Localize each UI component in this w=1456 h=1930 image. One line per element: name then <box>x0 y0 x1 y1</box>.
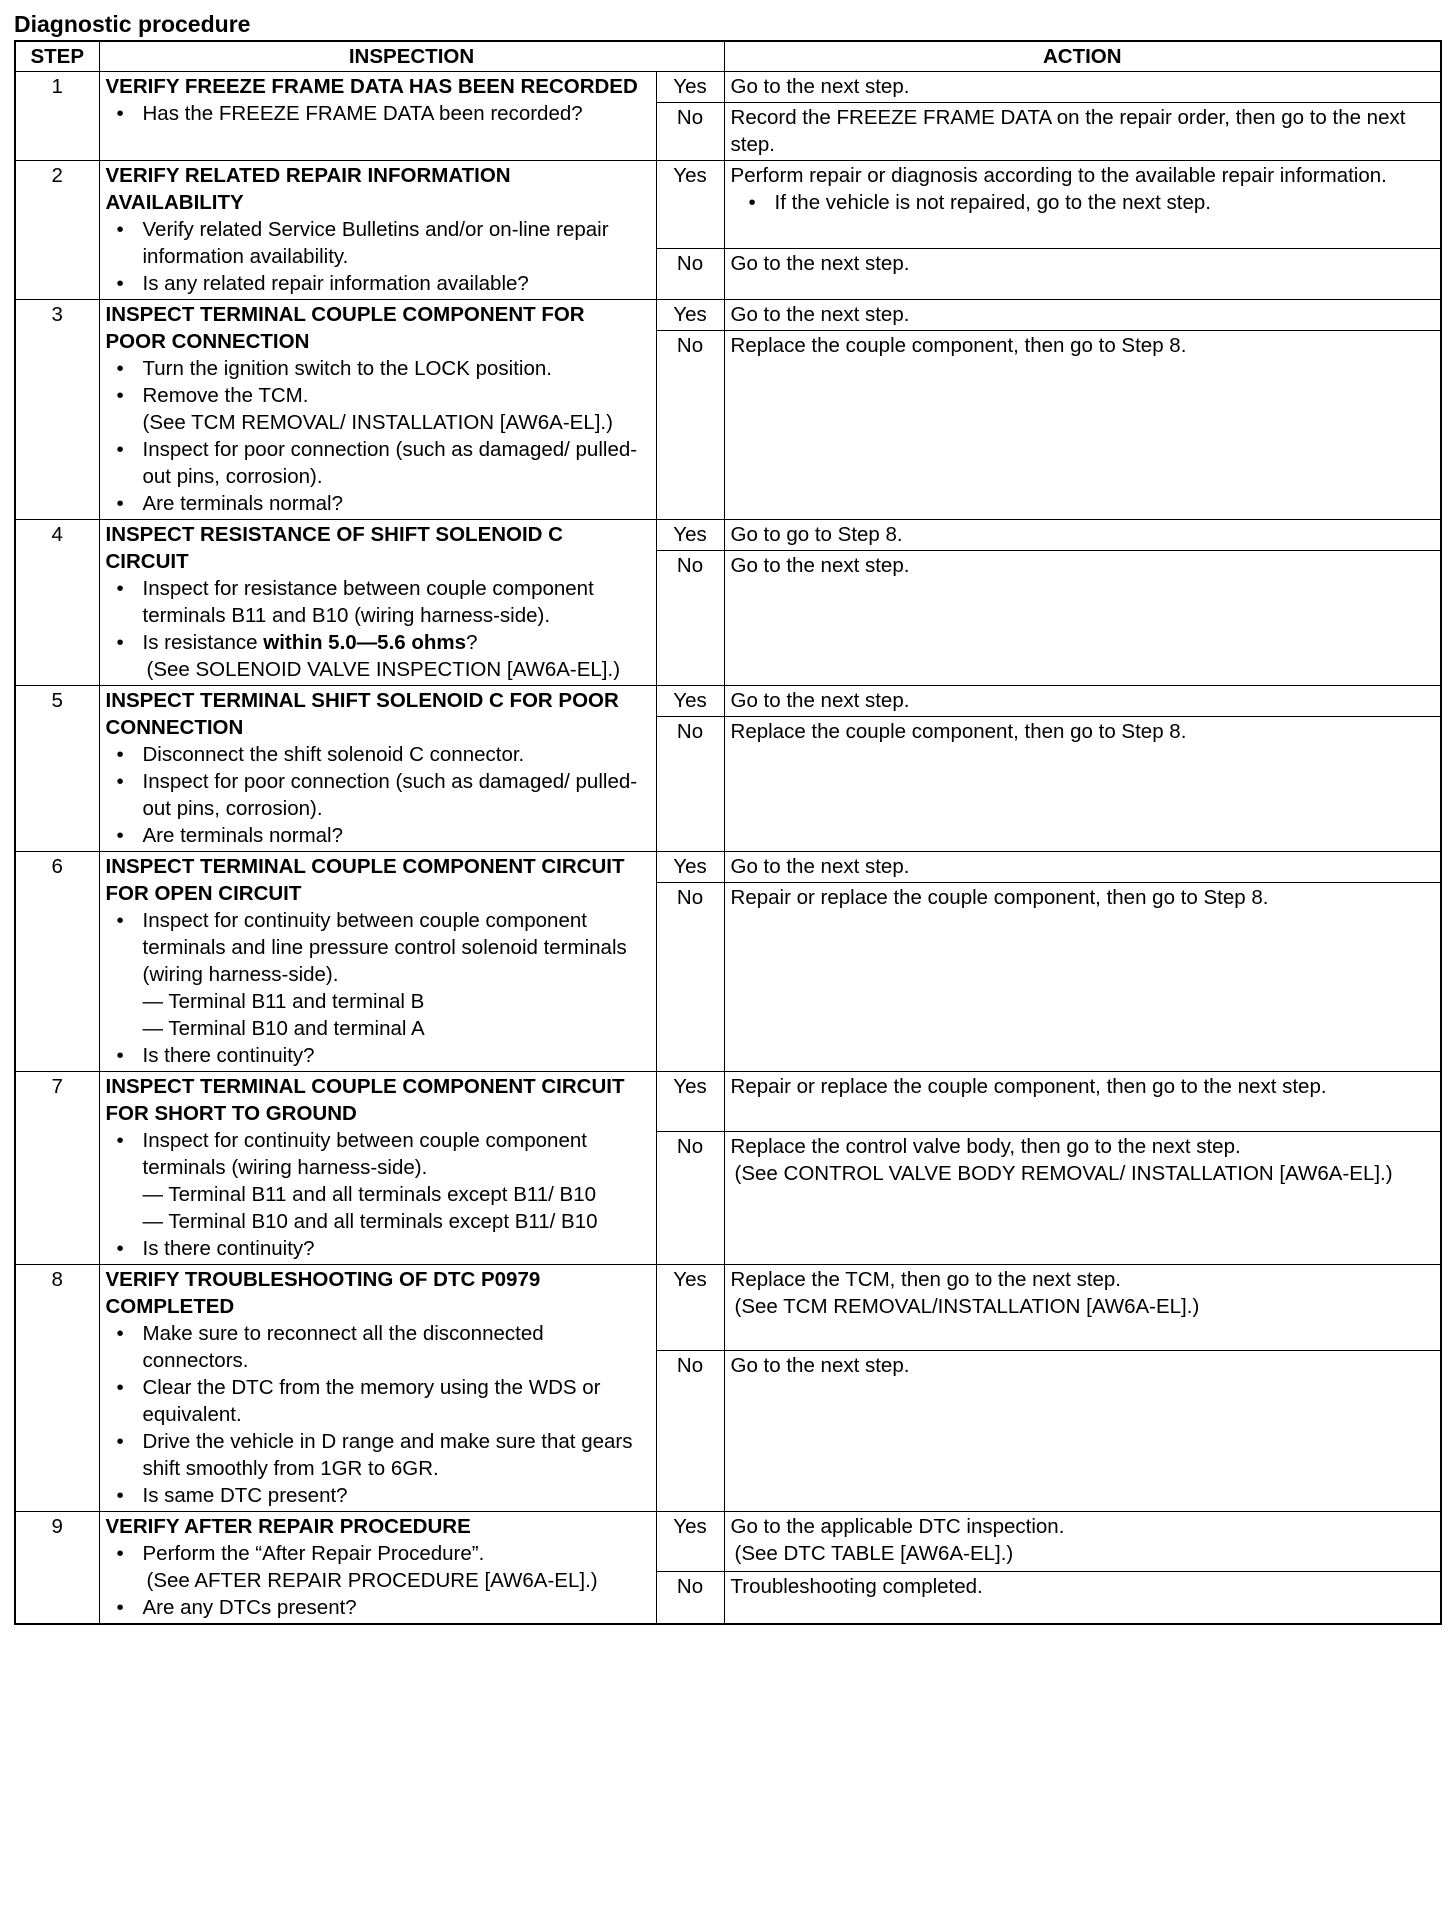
reference-link[interactable]: (See TCM REMOVAL/ INSTALLATION [AW6A-EL].) <box>142 411 613 434</box>
step-number: 9 <box>15 1512 99 1625</box>
step-number: 5 <box>15 686 99 852</box>
list-item: • Is there continuity? <box>143 1042 650 1069</box>
step-number: 6 <box>15 852 99 1072</box>
inspection-title: INSPECT RESISTANCE OF SHIFT SOLENOID C CIRCUIT <box>105 523 563 573</box>
inspection-title: VERIFY RELATED REPAIR INFORMATION AVAILABILITY <box>105 164 511 214</box>
list-item <box>143 907 650 1042</box>
step-7-yes-row <box>15 1072 1441 1132</box>
yes-action: Perform repair or diagnosis according to the available repair information. <box>730 164 1387 187</box>
step-number: 7 <box>15 1072 99 1265</box>
list-item <box>143 382 650 436</box>
list-item-text: • Inspect for continuity between couple component terminals (wiring harness-side). <box>142 1129 587 1179</box>
yes-label: Yes <box>656 1512 724 1572</box>
no-label: No <box>656 1572 724 1625</box>
list-item <box>143 1540 650 1594</box>
list-item: • Is same DTC present? <box>143 1482 650 1509</box>
list-item: • Is there continuity? <box>143 1235 650 1262</box>
sub-item: — Terminal B11 and terminal B <box>142 990 425 1013</box>
no-action: Go to the next step. <box>724 249 1441 300</box>
yes-label: Yes <box>656 161 724 249</box>
step-3-yes-row <box>15 300 1441 331</box>
inspection-list <box>106 907 650 1069</box>
list-item: • Clear the DTC from the memory using the WDS or equivalent. <box>143 1374 650 1428</box>
list-item: • Has the FREEZE FRAME DATA been recorded? <box>143 100 650 127</box>
yes-label: Yes <box>656 1072 724 1132</box>
list-item: • Are any DTCs present? <box>143 1594 650 1621</box>
no-action: Go to the next step. <box>724 1351 1441 1512</box>
spec-value: within 5.0—5.6 ohms <box>263 631 467 654</box>
list-item-text: • Remove the TCM. <box>142 384 309 407</box>
list-item: • Verify related Service Bulletins and/or on-line repair information availability. <box>143 216 650 270</box>
inspection-cell <box>99 852 656 1072</box>
inspection-cell <box>99 686 656 852</box>
inspection-list <box>106 355 650 517</box>
yes-label: Yes <box>656 520 724 551</box>
diagnostic-procedure-table <box>14 40 1442 1625</box>
reference-link[interactable]: (See SOLENOID VALVE INSPECTION [AW6A-EL].) <box>146 658 621 681</box>
yes-label: Yes <box>656 300 724 331</box>
no-action: Record the FREEZE FRAME DATA on the repair order, then go to the next step. <box>724 103 1441 161</box>
yes-action: Go to the next step. <box>724 72 1441 103</box>
list-item: • Are terminals normal? <box>143 490 650 517</box>
step-8-yes-row <box>15 1265 1441 1351</box>
yes-action-cell <box>724 1512 1441 1572</box>
list-item: • Is any related repair information available? <box>143 270 650 297</box>
inspection-list <box>106 741 650 849</box>
step-number: 3 <box>15 300 99 520</box>
no-action: Replace the control valve body, then go to the next step. <box>730 1135 1241 1158</box>
yes-action: Repair or replace the couple component, then go to the next step. <box>724 1072 1441 1132</box>
step-6-yes-row <box>15 852 1441 883</box>
no-action: Replace the couple component, then go to Step 8. <box>724 717 1441 852</box>
yes-action: Go to the next step. <box>724 300 1441 331</box>
reference-link[interactable]: (See DTC TABLE [AW6A-EL].) <box>734 1542 1014 1565</box>
no-action-cell <box>724 1132 1441 1265</box>
page-title: Diagnostic procedure <box>14 11 251 37</box>
no-label: No <box>656 249 724 300</box>
no-label: No <box>656 551 724 686</box>
inspection-cell <box>99 300 656 520</box>
inspection-cell <box>99 520 656 686</box>
no-label: No <box>656 883 724 1072</box>
inspection-title: VERIFY TROUBLESHOOTING OF DTC P0979 COMPLETED <box>105 1268 541 1318</box>
sub-item: — Terminal B10 and all terminals except B11/ B10 <box>142 1210 598 1233</box>
step-1-yes-row <box>15 72 1441 103</box>
inspection-title: INSPECT TERMINAL COUPLE COMPONENT CIRCUIT FOR SHORT TO GROUND <box>105 1075 625 1125</box>
inspection-cell <box>99 161 656 300</box>
sub-item: — Terminal B10 and terminal A <box>142 1017 425 1040</box>
list-item <box>143 1127 650 1235</box>
list-item: • Turn the ignition switch to the LOCK position. <box>143 355 650 382</box>
list-item: • Make sure to reconnect all the disconnected connectors. <box>143 1320 650 1374</box>
step-9-yes-row <box>15 1512 1441 1572</box>
text-span: ? <box>466 631 478 654</box>
yes-action: Go to the next step. <box>724 686 1441 717</box>
list-item <box>143 629 650 683</box>
list-item: • Disconnect the shift solenoid C connector. <box>143 741 650 768</box>
inspection-list <box>106 1540 650 1621</box>
inspection-list <box>106 575 650 683</box>
step-4-yes-row <box>15 520 1441 551</box>
list-item: • Inspect for resistance between couple component terminals B11 and B10 (wiring harness-side). <box>143 575 650 629</box>
no-label: No <box>656 331 724 520</box>
yes-action: Replace the TCM, then go to the next step. <box>730 1268 1122 1291</box>
yes-action: Go to go to Step 8. <box>724 520 1441 551</box>
no-action: Go to the next step. <box>724 551 1441 686</box>
yes-action-cell <box>724 1265 1441 1351</box>
yes-label: Yes <box>656 1265 724 1351</box>
no-label: No <box>656 717 724 852</box>
text-span: Is resistance <box>142 631 264 654</box>
step-number: 1 <box>15 72 99 161</box>
yes-action: Go to the applicable DTC inspection. <box>730 1515 1065 1538</box>
inspection-title: INSPECT TERMINAL COUPLE COMPONENT FOR POOR CONNECTION <box>105 303 585 353</box>
no-label: No <box>656 103 724 161</box>
list-item: • Inspect for poor connection (such as damaged/ pulled-out pins, corrosion). <box>143 436 650 490</box>
inspection-title: INSPECT TERMINAL SHIFT SOLENOID C FOR POOR CONNECTION <box>105 689 619 739</box>
reference-link[interactable]: (See AFTER REPAIR PROCEDURE [AW6A-EL].) <box>146 1569 598 1592</box>
yes-action: Go to the next step. <box>724 852 1441 883</box>
no-action: Troubleshooting completed. <box>724 1572 1441 1625</box>
inspection-list <box>106 1320 650 1509</box>
document-page <box>14 8 1440 1625</box>
inspection-title: VERIFY AFTER REPAIR PROCEDURE <box>105 1515 471 1538</box>
table-header-row <box>15 41 1441 72</box>
sub-item: — Terminal B11 and all terminals except B11/ B10 <box>142 1183 597 1206</box>
step-number: 4 <box>15 520 99 686</box>
step-number: 8 <box>15 1265 99 1512</box>
inspection-list <box>106 100 650 127</box>
no-label: No <box>656 1351 724 1512</box>
inspection-cell <box>99 1265 656 1512</box>
step-number: 2 <box>15 161 99 300</box>
no-action: Replace the couple component, then go to Step 8. <box>724 331 1441 520</box>
list-item-text <box>143 629 650 656</box>
step-5-yes-row <box>15 686 1441 717</box>
yes-label: Yes <box>656 686 724 717</box>
yes-action-list <box>731 189 1435 216</box>
inspection-title: INSPECT TERMINAL COUPLE COMPONENT CIRCUIT FOR OPEN CIRCUIT <box>105 855 625 905</box>
list-item-text: • Inspect for continuity between couple component terminals and line pressure control solenoid terminals (wiring harness-side). <box>142 909 627 986</box>
yes-label: Yes <box>656 72 724 103</box>
header-action: ACTION <box>724 41 1441 72</box>
header-inspection: INSPECTION <box>99 41 724 72</box>
inspection-list <box>106 216 650 297</box>
list-item: • Inspect for poor connection (such as damaged/ pulled-out pins, corrosion). <box>143 768 650 822</box>
inspection-cell <box>99 1512 656 1625</box>
no-action: Repair or replace the couple component, then go to Step 8. <box>724 883 1441 1072</box>
list-item-text: • Perform the “After Repair Procedure”. <box>142 1542 485 1565</box>
list-item: • Are terminals normal? <box>143 822 650 849</box>
list-item: • If the vehicle is not repaired, go to the next step. <box>775 189 1435 216</box>
inspection-cell <box>99 72 656 161</box>
header-step: STEP <box>15 41 99 72</box>
step-2-yes-row <box>15 161 1441 249</box>
yes-action-cell <box>724 161 1441 249</box>
no-label: No <box>656 1132 724 1265</box>
inspection-cell <box>99 1072 656 1265</box>
inspection-title: VERIFY FREEZE FRAME DATA HAS BEEN RECORDED <box>105 75 638 98</box>
inspection-list <box>106 1127 650 1262</box>
reference-link[interactable]: (See TCM REMOVAL/INSTALLATION [AW6A-EL].) <box>734 1295 1200 1318</box>
list-item: • Drive the vehicle in D range and make sure that gears shift smoothly from 1GR to 6GR. <box>143 1428 650 1482</box>
reference-link[interactable]: (See CONTROL VALVE BODY REMOVAL/ INSTALLATION [AW6A-EL].) <box>734 1162 1393 1185</box>
yes-label: Yes <box>656 852 724 883</box>
